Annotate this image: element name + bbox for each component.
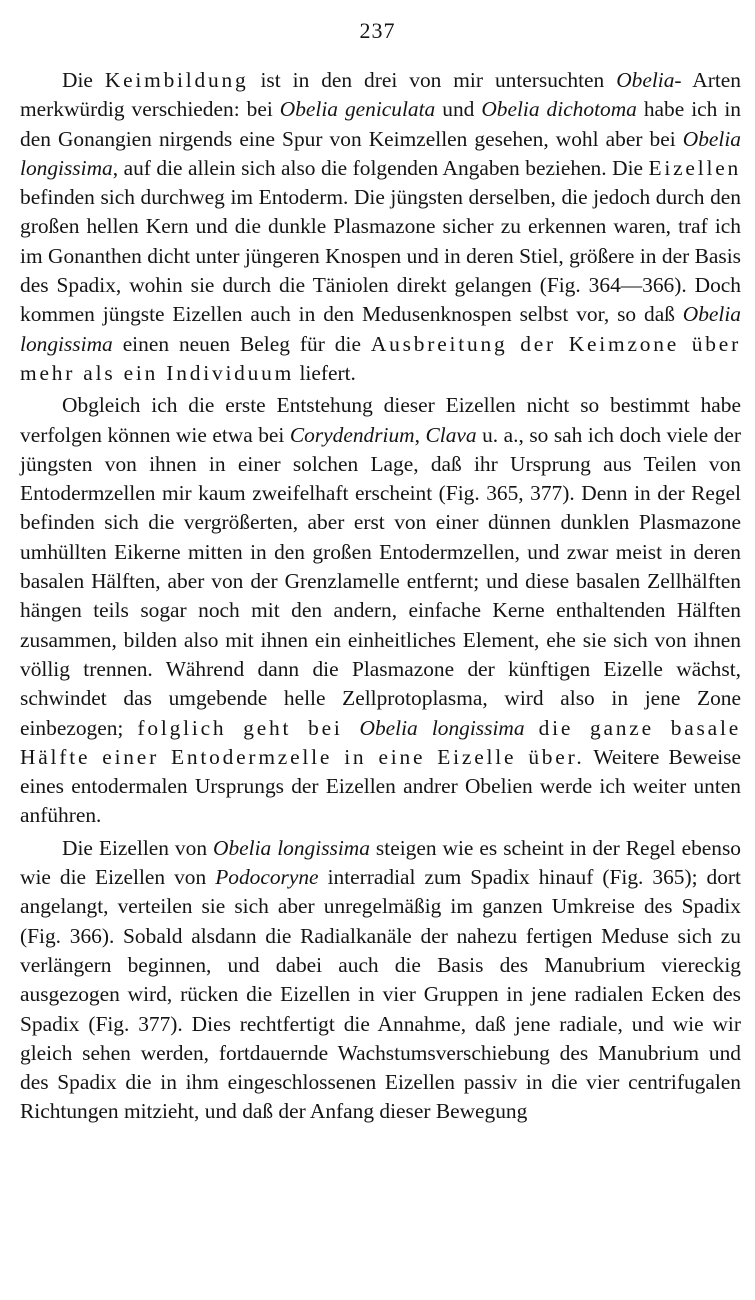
- text-run: Die Eizellen von: [62, 835, 214, 860]
- paragraph-eizellen: [20, 834, 741, 1127]
- text-run: und: [435, 97, 482, 122]
- italic-text: Obelia longissima: [20, 126, 741, 180]
- paragraph-keimbildung: [20, 66, 741, 388]
- text-run: habe ich in den Gonangien nirgends eine Spur von Keimzellen gesehen, wohl aber bei: [20, 97, 741, 151]
- paragraph-entstehung: [20, 391, 741, 830]
- italic-text: Obelia-: [616, 68, 682, 92]
- text-run: interradial zum Spadix hinauf (Fig. 365); dort angelangt, verteilen sie sich aber unregelmäßig im ganzen Umkreise des Spadix (Fig. 366). Sobald alsdann die Radialkanäle der nahezu fertigen Meduse sich zu verlängern beginnen, und dabei auch die Basis des Manubrium viereckig ausgezogen wird, rücken die Eizellen in vier Gruppen in jene radialen Ecken des Spadix (Fig. 377). Dies rechtfertigt die Annahme, daß jene radiale, und wie wir gleich sehen werden, fortdauernde Wachstumsverschiebung des Manubrium und des Spadix die in ihm eingeschlossenen Eizellen passiv in die vier centrifugalen Richtungen mitzieht, und daß der Anfang dieser Bewegung: [20, 865, 741, 1124]
- italic-text: Obelia longissima: [213, 835, 370, 860]
- text-run: liefert.: [294, 360, 356, 385]
- spaced-text: Keimbildung: [104, 68, 249, 92]
- italic-text: Obelia geniculata: [279, 97, 436, 122]
- spaced-text: Ausbreitung der Keimzone über mehr als ein Individuum: [20, 331, 742, 385]
- spaced-text: folglich geht bei: [137, 715, 360, 740]
- text-run: [525, 716, 539, 740]
- text-run: , auf die allein sich also die folgenden Angaben beziehen. Die: [112, 155, 649, 180]
- text-run: ist in den drei von mir untersuchten: [248, 68, 617, 92]
- spaced-text: Eizellen: [648, 155, 741, 180]
- body-text: [20, 66, 741, 1127]
- spaced-text: die ganze basale Hälfte einer Entodermzelle in eine Eizelle über.: [20, 715, 742, 769]
- italic-text: Obelia longissima: [20, 302, 741, 356]
- italic-text: Obelia dichotoma: [481, 97, 637, 122]
- text-run: Die: [62, 68, 105, 92]
- italic-text: Corydendrium: [289, 422, 415, 447]
- italic-text: Obelia longissima: [359, 715, 525, 740]
- text-run: Obgleich ich die erste Entstehung dieser Eizellen nicht so bestimmt habe verfolgen können wie etwa bei: [20, 393, 741, 447]
- page-number: 237: [359, 18, 396, 43]
- text-run: Arten merkwürdig verschieden: bei: [20, 68, 742, 122]
- text-run: u. a., so sah ich doch viele der jüngsten von ihnen in einer solchen Lage, daß ihr Ursprung aus Teilen von Entodermzellen mir kaum zweifelhaft erscheint (Fig. 365, 377). Denn in der Regel befinden sich die vergrößerten, aber erst von einer dünnen dunklen Plasmazone umhüllten Eikerne mitten in den großen Entodermzellen, und zwar meist in deren basalen Hälften, aber von der Grenzlamelle entfernt; und diese basalen Zellhälften hängen teils sogar noch mit den andern, einfache Kerne enthaltenden Hälften zusammen, bilden also mit ihnen ein einheitliches Element, ehe sie sich von ihnen völlig trennen. Während dann die Plasmazone der künftigen Eizelle wächst, schwindet das umgebende helle Zellprotoplasma, wird also in jene Zone einbezogen;: [20, 422, 741, 740]
- italic-text: Clava: [425, 422, 477, 447]
- text-run: steigen wie es scheint in der Regel ebenso wie die Eizellen von: [20, 835, 741, 890]
- text-run: befinden sich durchweg im Entoderm. Die jüngsten derselben, die jedoch durch den großen hellen Kern und die dunkle Plasmazone sicher zu erkennen waren, traf ich im Gonanthen dicht unter jüngeren Knospen und in deren Stiel, größere in der Basis des Spadix, wohin sie durch die Täniolen direkt gelangen (Fig. 364—366). Doch kommen jüngste Eizellen auch in den Medusenknospen selbst vor, so daß: [20, 185, 741, 327]
- italic-text: Podocoryne: [215, 865, 319, 890]
- text-run: ,: [414, 422, 426, 447]
- text-run: Weitere Beweise eines entodermalen Ursprungs der Eizellen andrer Obelien werde ich weiter unten anführen.: [20, 744, 741, 828]
- text-run: einen neuen Beleg für die: [112, 331, 371, 356]
